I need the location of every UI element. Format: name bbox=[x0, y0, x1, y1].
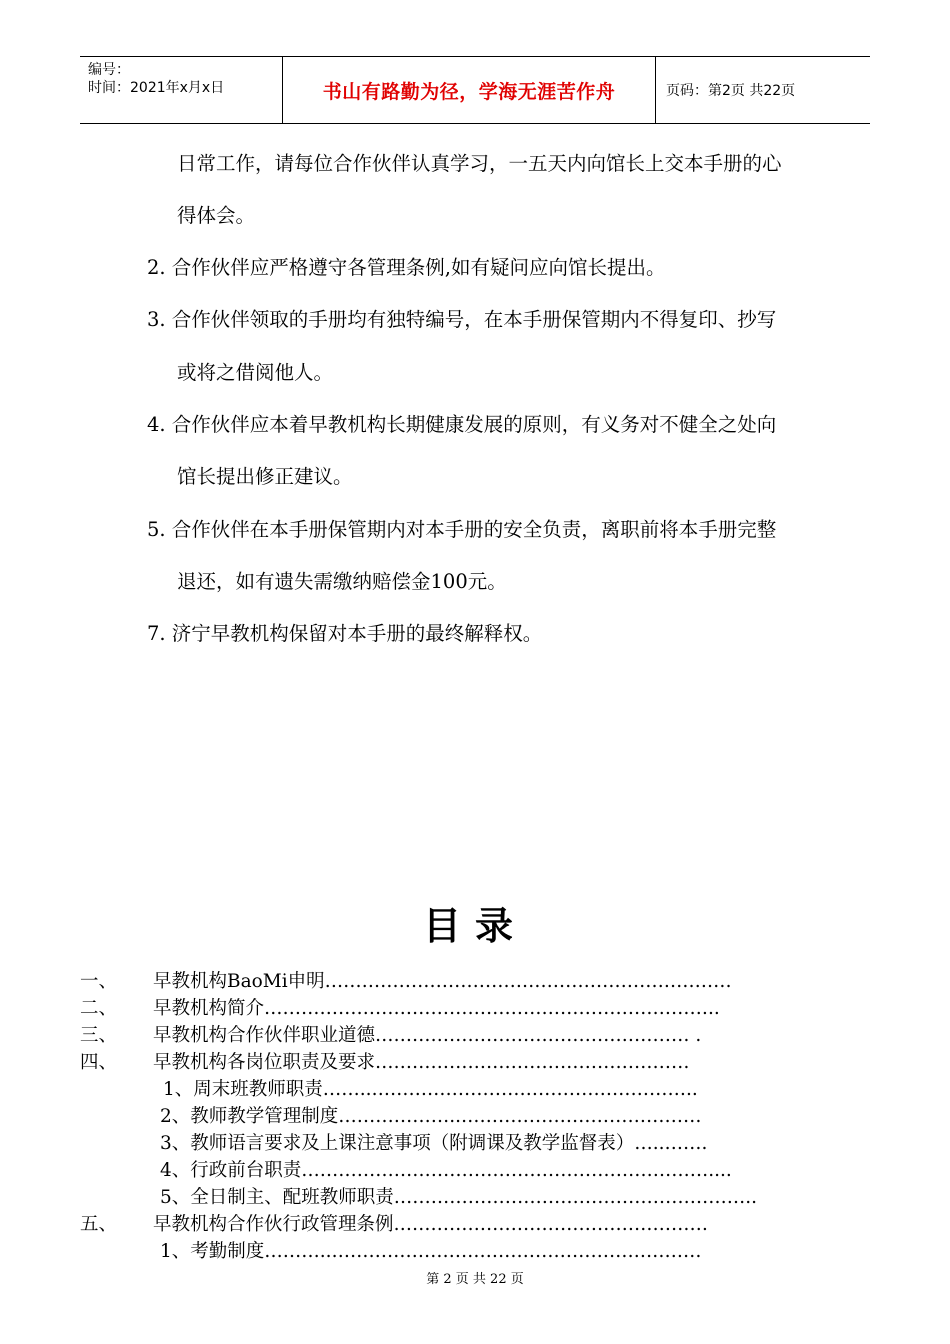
header-page-info: 页码：第2页 共22页 bbox=[666, 83, 796, 99]
toc-subitem[interactable] bbox=[80, 1237, 855, 1263]
toc-item-text: 早教机构简介……………………………………………………………….. bbox=[153, 998, 720, 1019]
toc-item-text: 1、考勤制度………..…………………………………………………… bbox=[160, 1241, 702, 1262]
list-item-2: 2. 合作伙伴应严格遵守各管理条例,如有疑问应向馆长提出。 bbox=[147, 256, 666, 279]
toc-item-number: 二、 bbox=[80, 998, 118, 1019]
header-meta-cell bbox=[80, 57, 282, 123]
toc-subitem[interactable] bbox=[80, 1102, 855, 1128]
list-item-5: 5. 合作伙伴在本手册保管期内对本手册的安全负责，离职前将本手册完整 bbox=[147, 518, 777, 541]
header-motto: 书山有路勤为径，学海无涯苦作舟 bbox=[282, 57, 656, 123]
toc-item-text: 早教机构各岗位职责及要求…………………………………………… bbox=[153, 1052, 690, 1073]
toc-item-text: 3、教师语言要求及上课注意事项（附调课及教学监督表）…..……. bbox=[160, 1133, 708, 1154]
list-item-7: 7. 济宁早教机构保留对本手册的最终解释权。 bbox=[147, 622, 543, 645]
toc-item-text: 早教机构BaoMi申明………………………………………………………… bbox=[153, 971, 732, 992]
toc-item-number: 五、 bbox=[80, 1214, 118, 1235]
toc-subitem[interactable] bbox=[80, 1129, 855, 1155]
toc-item-text: 5、全日制主、配班教师职责………………………………………………….. bbox=[160, 1187, 758, 1208]
toc-item-text: 早教机构合作伙伴职业道德…………………………………………… . bbox=[153, 1025, 702, 1046]
body-line: 馆长提出修正建议。 bbox=[177, 465, 353, 488]
toc-item-text: 早教机构合作伙行政管理条例…………………………………………… bbox=[153, 1214, 709, 1235]
page-footer bbox=[0, 1268, 950, 1287]
toc-item-text: 1、周末班教师职责……..…………………………………………….. bbox=[163, 1079, 698, 1100]
body-line: 日常工作，请每位合作伙伴认真学习，一五天内向馆长上交本手册的心 bbox=[177, 152, 782, 175]
toc-subitem[interactable] bbox=[80, 1075, 855, 1101]
toc-item-text: 4、行政前台职责………………………………………………………….... bbox=[160, 1160, 732, 1181]
toc-item[interactable] bbox=[80, 967, 855, 993]
toc-subitem[interactable] bbox=[80, 1183, 855, 1209]
toc-subitem[interactable] bbox=[80, 1156, 855, 1182]
toc-title: 目录 bbox=[422, 904, 527, 948]
toc-item-number: 四、 bbox=[80, 1052, 118, 1073]
body-line: 得体会。 bbox=[177, 204, 256, 227]
toc-item-number: 三、 bbox=[80, 1025, 118, 1046]
list-item-4: 4. 合作伙伴应本着早教机构长期健康发展的原则，有义务对不健全之处向 bbox=[147, 413, 777, 436]
toc-item[interactable] bbox=[80, 1021, 855, 1047]
list-item-3: 3. 合作伙伴领取的手册均有独特编号，在本手册保管期内不得复印、抄写 bbox=[147, 308, 777, 331]
toc-item[interactable] bbox=[80, 1210, 855, 1236]
toc-item[interactable] bbox=[80, 1048, 855, 1074]
page-header bbox=[80, 56, 870, 124]
body-line: 退还，如有遗失需缴纳赔偿金100元。 bbox=[177, 570, 507, 593]
toc-item-number: 一、 bbox=[80, 971, 118, 992]
body-line: 或将之借阅他人。 bbox=[177, 361, 334, 384]
document-number-label: 编号： bbox=[88, 62, 130, 78]
toc-item[interactable] bbox=[80, 994, 855, 1020]
document-date-label: 时间：2021年x月x日 bbox=[88, 80, 225, 96]
toc-item-text: 2、教师教学管理制度………………..………………………………… bbox=[160, 1106, 702, 1127]
footer-page-number: 第 2 页 共 22 页 bbox=[426, 1272, 524, 1287]
